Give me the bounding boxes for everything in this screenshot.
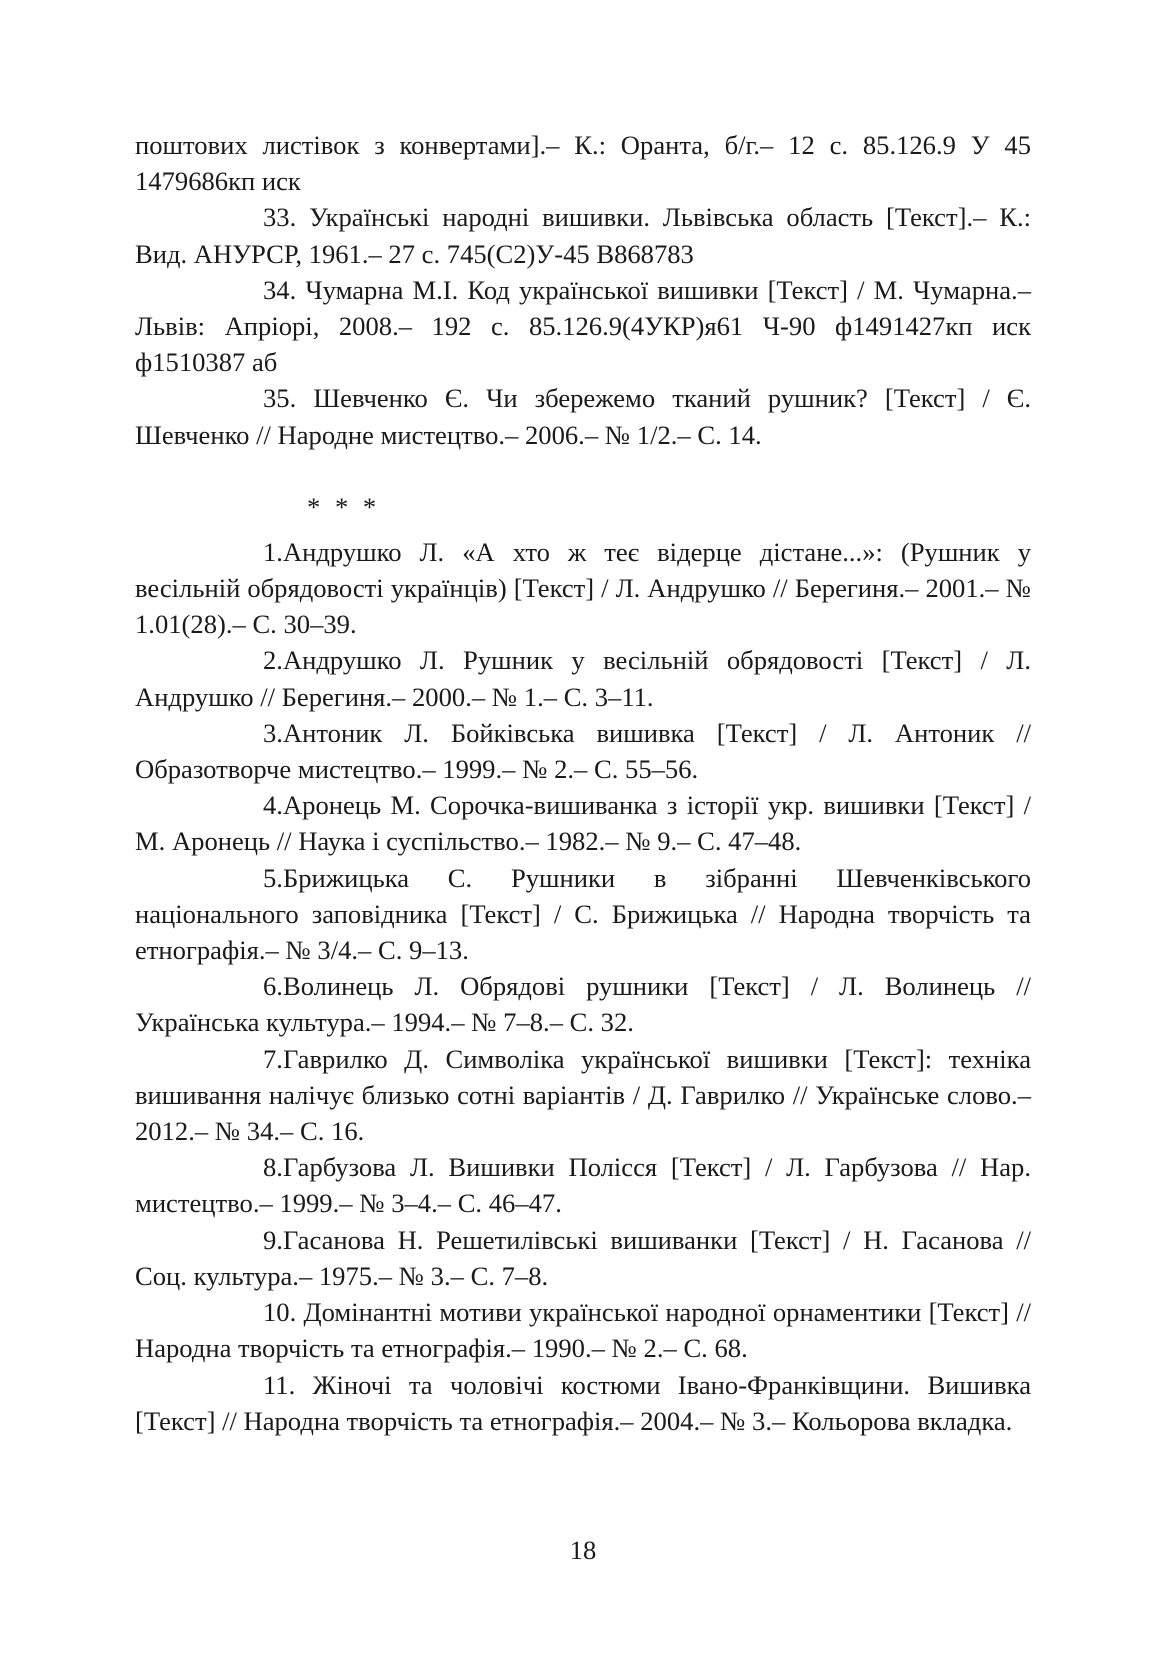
entry-number: 6.: [263, 971, 283, 1002]
bibliography-entry-9: [135, 1222, 1031, 1294]
entry-text: Домінантні мотиви української народної орнаментики [Текст] // Народна творчість та етнографія.– 1990.– № 2.– С. 68.: [135, 1297, 1031, 1364]
bibliography-entry-4: [135, 787, 1031, 859]
bibliography-entry-10: [135, 1294, 1031, 1366]
entry-number: 11.: [263, 1369, 296, 1400]
section-separator: * * *: [307, 491, 381, 522]
bibliography-entry-33: [135, 199, 1031, 271]
entry-text: Українські народні вишивки. Львівська область [Текст].– К.: Вид. АНУРСР, 1961.– 27 с. 745(С2)У-45 В868783: [135, 202, 1031, 269]
entry-number: 34.: [263, 274, 297, 305]
entry-number: 5.: [263, 862, 283, 893]
page-number: 18: [569, 1535, 597, 1565]
bibliography-entry-11: [135, 1367, 1031, 1439]
bibliography-entry-continued: [135, 127, 1031, 199]
entry-text: Аронець М. Сорочка-вишиванка з історії укр. вишивки [Текст] / М. Аронець // Наука і суспільство.– 1982.– № 9.– С. 47–48.: [135, 790, 1031, 857]
entry-text: Гаврилко Д. Символіка української вишивки [Текст]: техніка вишивання налічує близько сотні варіантів / Д. Гаврилко // Українське слово.– 2012.– № 34.– С. 16.: [135, 1043, 1031, 1147]
entry-text: Чумарна М.І. Код української вишивки [Текст] / М. Чумарна.– Львів: Апріорі, 2008.– 192 с. 85.126.9(4УКР)я61 Ч-90 ф1491427кп иск ф1510387 аб: [135, 274, 1031, 378]
entry-text: Брижицька С. Рушники в зібранні Шевченківського національного заповідника [Текст] / С. Брижицька // Народна творчість та етнографія.– № 3/4.– С. 9–13.: [135, 862, 1031, 966]
entry-number: 10.: [263, 1297, 297, 1328]
entry-text: Жіночі та чоловічі костюми Івано-Франківщини. Вишивка [Текст] // Народна творчість та етнографія.– 2004.– № 3.– Кольорова вкладка.: [135, 1369, 1031, 1436]
bibliography-entry-2: [135, 642, 1031, 714]
entry-text: Гасанова Н. Решетилівські вишиванки [Текст] / Н. Гасанова // Соц. культура.– 1975.– № 3.– С. 7–8.: [135, 1224, 1031, 1291]
entry-number: 2.: [263, 645, 283, 676]
bibliography-entry-1: [135, 534, 1031, 643]
entry-number: 7.: [263, 1043, 283, 1074]
bibliography-entry-34: [135, 272, 1031, 381]
bibliography-entry-8: [135, 1149, 1031, 1221]
entry-text: Шевченко Є. Чи збережемо тканий рушник? [Текст] / Є. Шевченко // Народне мистецтво.– 2006.– № 1/2.– С. 14.: [135, 383, 1031, 450]
entry-number: 33.: [263, 202, 297, 233]
entry-text: Волинець Л. Обрядові рушники [Текст] / Л. Волинець // Українська культура.– 1994.– № 7–8.– С. 32.: [135, 971, 1031, 1038]
entry-text: Антоник Л. Бойківська вишивка [Текст] / Л. Антоник // Образотворче мистецтво.– 1999.– № 2.– С. 55–56.: [135, 717, 1031, 785]
bibliography-entry-35: [135, 380, 1031, 452]
entry-number: 8.: [263, 1152, 283, 1183]
entry-number: 1.: [263, 536, 283, 567]
bibliography-text: [135, 127, 1031, 1439]
entry-number: 35.: [263, 383, 297, 414]
entry-number: 3.: [263, 717, 283, 748]
bibliography-entry-3: [135, 715, 1031, 787]
entry-text: Андрушко Л. Рушник у весільній обрядовості [Текст] / Л. Андрушко // Берегиня.– 2000.– № 1.– С. 3–11.: [135, 645, 1031, 712]
entry-number: 9.: [263, 1224, 283, 1255]
entry-text: Гарбузова Л. Вишивки Полісся [Текст] / Л. Гарбузова // Нар. мистецтво.– 1999.– № 3–4.– С. 46–47.: [135, 1152, 1031, 1219]
entry-text: Андрушко Л. «А хто ж теє відерце дістане...»: (Рушник у весільній обрядовості українців) [Текст] / Л. Андрушко // Берегиня.– 2001.– № 1.01(28).– С. 30–39.: [135, 536, 1031, 640]
bibliography-entry-5: [135, 860, 1031, 969]
entry-text: поштових листівок з конвертами].– К.: Оранта, б/г.– 12 с. 85.126.9 У 45 1479686кп иск: [135, 130, 1031, 197]
bibliography-entry-7: [135, 1041, 1031, 1150]
entry-number: 4.: [263, 790, 283, 821]
bibliography-entry-6: [135, 968, 1031, 1040]
